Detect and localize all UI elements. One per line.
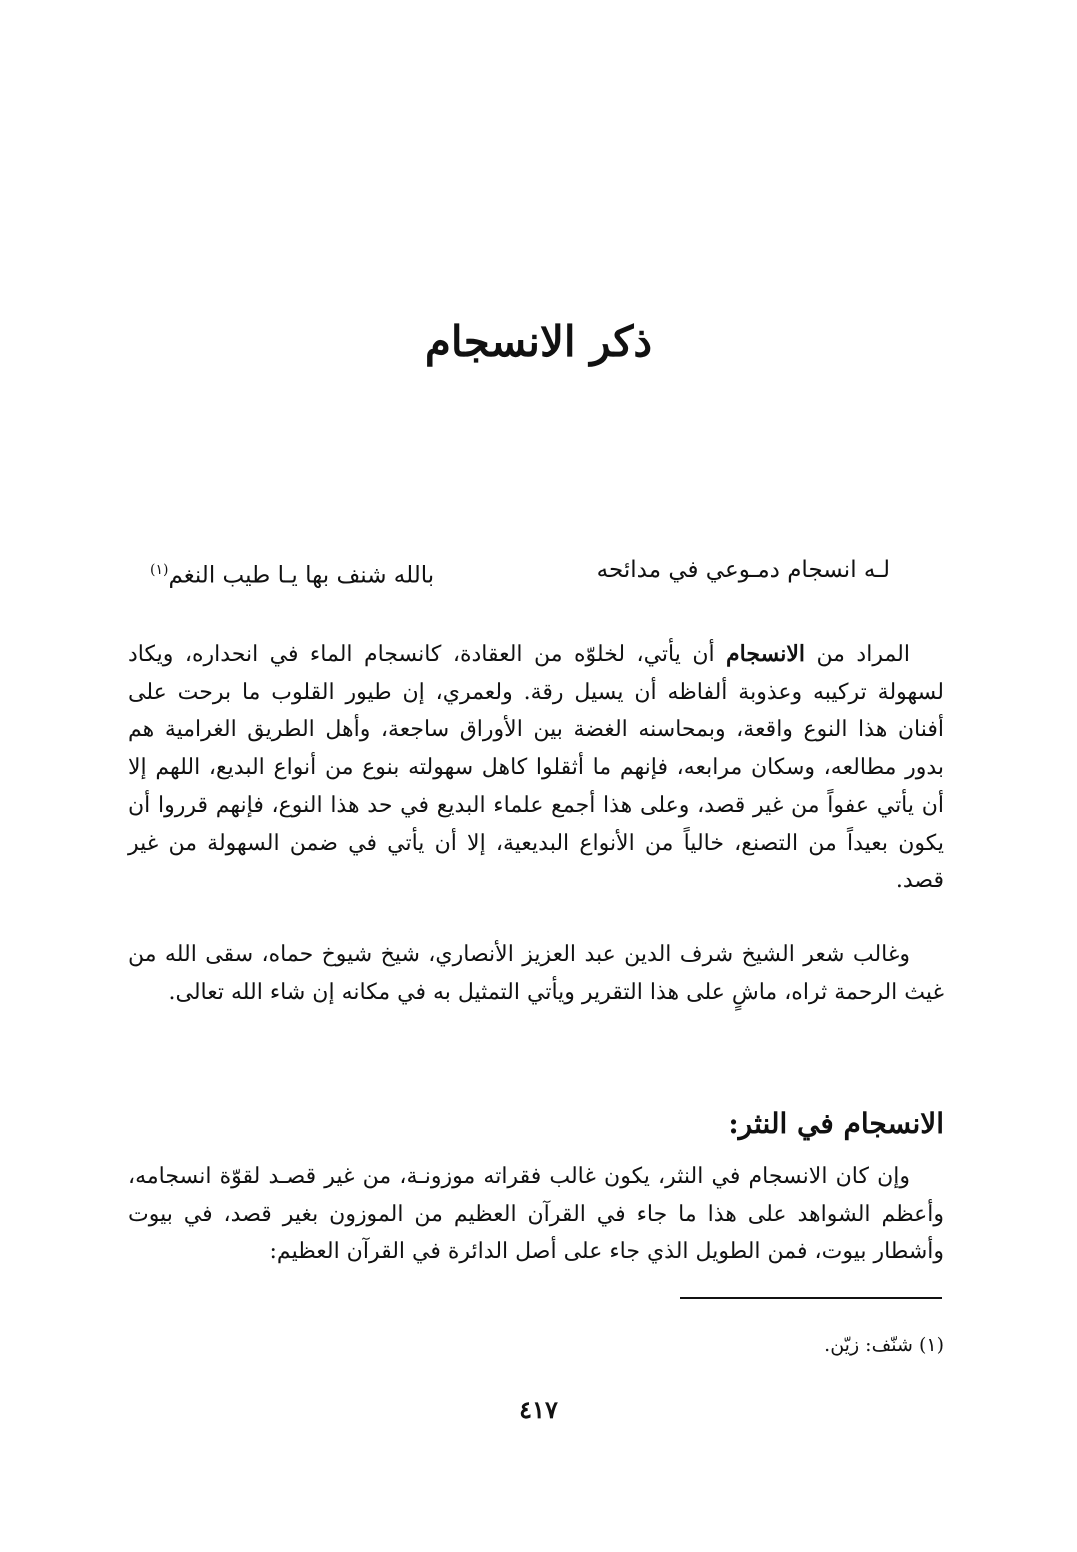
footnote-marker: (١): [150, 562, 169, 578]
paragraph-poet: [128, 936, 944, 1011]
verse-first-hemistich: لـه انسجام دمـوعي في مدائحه: [596, 557, 890, 583]
section-heading: الانسجام في النثر:: [728, 1107, 944, 1140]
paragraph-lead: المراد من: [816, 642, 910, 667]
verse-second-hemistich-text: بالله شنف بها يـا طيب النغم: [168, 562, 435, 589]
paragraph-prose: [128, 1158, 944, 1271]
defined-term: الانسجام: [726, 641, 805, 667]
footnote: (١) شنّف: زيّن.: [824, 1334, 944, 1356]
chapter-title: ذكر الانسجام: [424, 317, 653, 366]
paragraph-definition: [128, 636, 944, 900]
verse-line: [150, 552, 890, 594]
footnote-divider: [680, 1297, 942, 1299]
paragraph-prose-text: وإن كان الانسجام في النثر، يكون غالب فقراته موزونـة، من غير قصـد لقوّة انسجامه، وأعظم الشواهد على هذا ما جاء في القرآن العظيم من الموزون بغير قصد، في بيوت وأشطار بيوت، فمن الطويل الذي جاء على أصل الدائرة في القرآن العظيم:: [128, 1164, 944, 1265]
verse-second-hemistich: [150, 552, 434, 594]
paragraph-definition-text: أن يأتي، لخلوّه من العقادة، كانسجام الماء في انحداره، ويكاد لسهولة تركيبه وعذوبة ألفاظه أن يسيل رقة. ولعمري، إن طيور القلوب ما برحت على أفنان هذا النوع واقعة، وبمحاسنه الغضة بين الأوراق ساجعة، وأهل الطريق الغرامية هم بدور مطالعه، وسكان مرابعه، فإنهم ما أثقلوا كاهل سهولته بنوع من أنواع البديع، اللهم إلا أن يأتي عفواً من غير قصد، وعلى هذا أجمع علماء البديع في حد هذا النوع، فإنهم قرروا أن يكون بعيداً من التصنع، خالياً من الأنواع البديعية، إلا أن يأتي في ضمن السهولة من غير قصد.: [128, 642, 944, 894]
paragraph-poet-text: وغالب شعر الشيخ شرف الدين عبد العزيز الأنصاري، شيخ شيوخ حماه، سقى الله من غيث الرحمة ثراه، ماشٍ على هذا التقرير ويأتي التمثيل به في مكانه إن شاء الله تعالى.: [128, 942, 944, 1005]
page-number: ٤١٧: [519, 1395, 558, 1424]
